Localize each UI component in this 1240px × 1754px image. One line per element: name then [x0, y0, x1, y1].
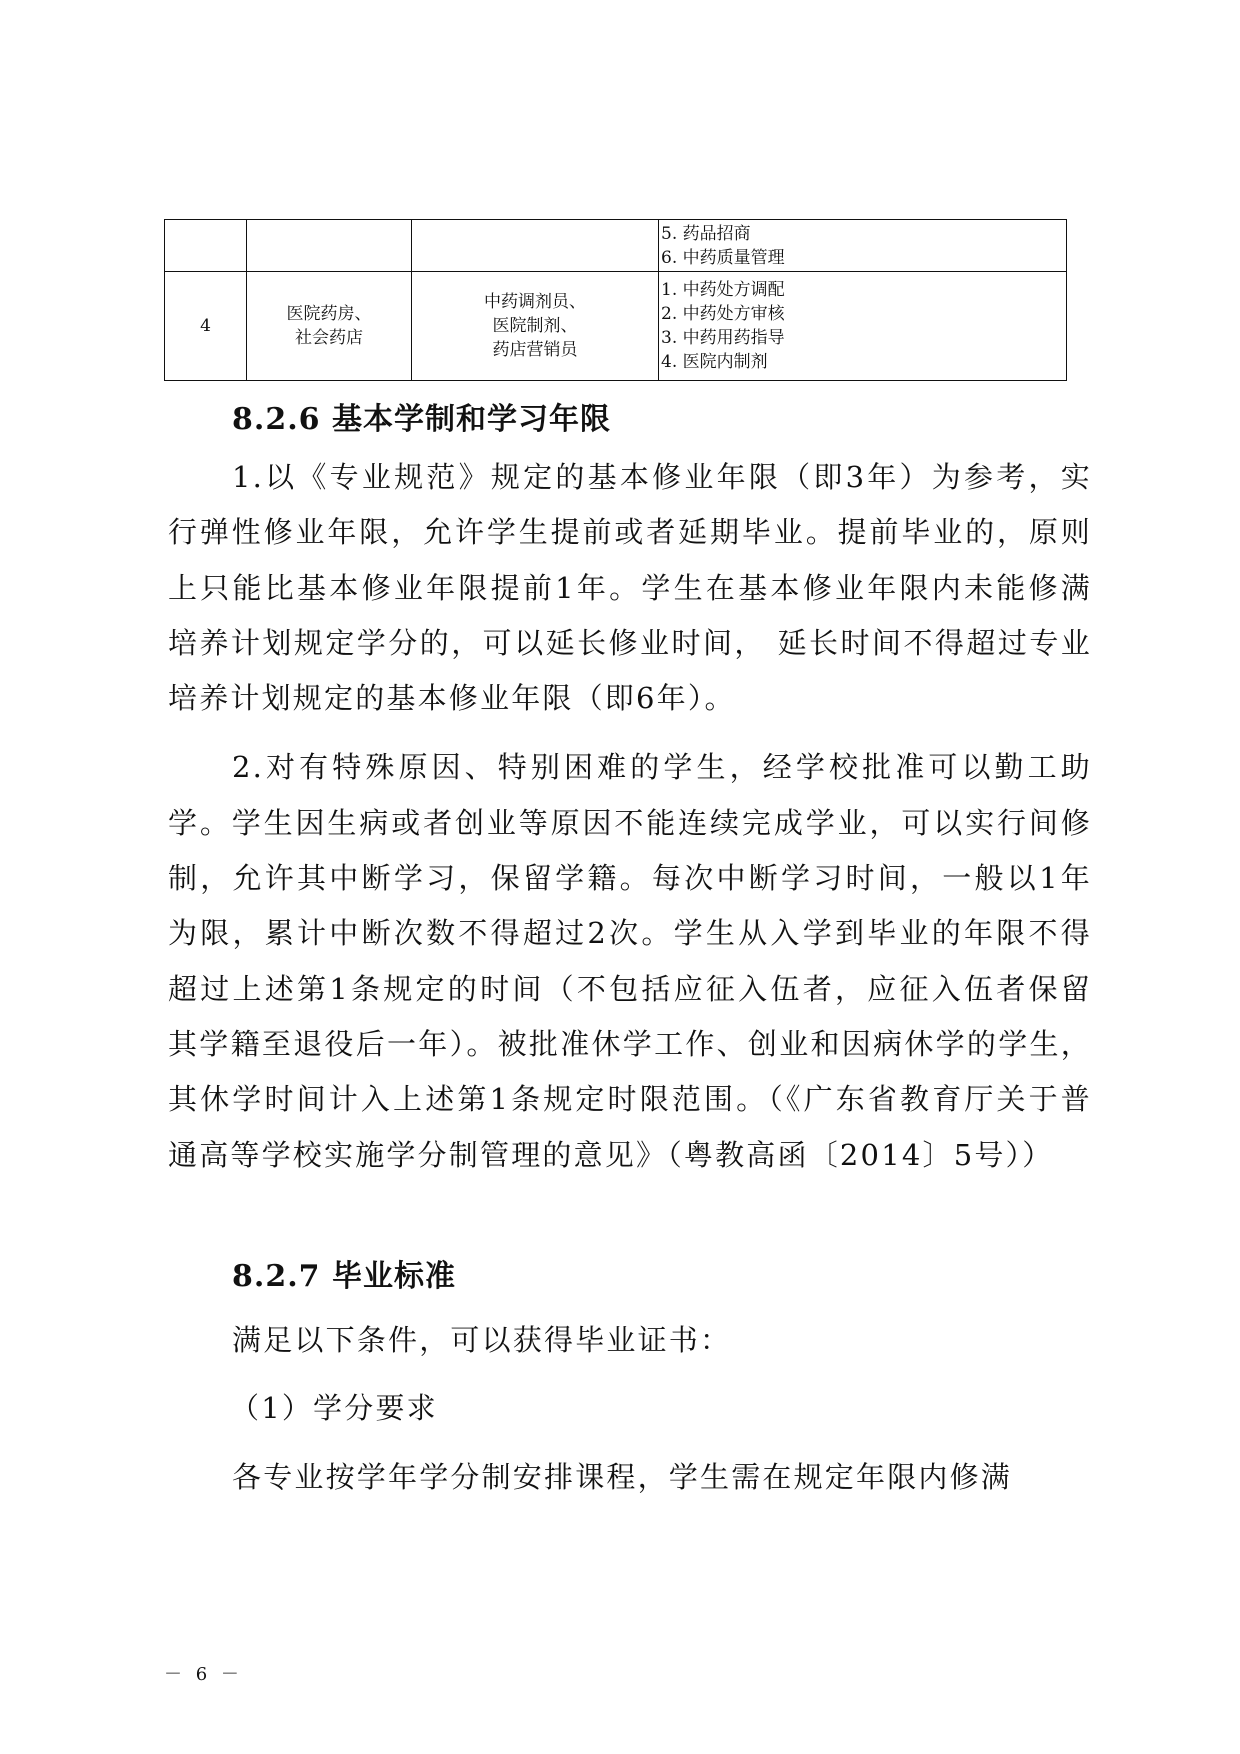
task-item: 3. 中药用药指导	[661, 328, 785, 348]
table-row	[165, 220, 1067, 272]
table-cell-workplace	[247, 272, 412, 381]
task-item: 4. 医院内制剂	[661, 352, 768, 372]
page-number: － 6 －	[164, 1664, 243, 1685]
task-item: 6. 中药质量管理	[661, 247, 785, 268]
section-heading-8-2-6: 8.2.6 基本学制和学习年限	[232, 402, 611, 437]
table-cell-tasks	[659, 220, 1067, 272]
table-cell-number	[165, 220, 247, 272]
section-heading-8-2-7: 8.2.7 毕业标准	[232, 1259, 456, 1294]
task-item: 5. 药品招商	[661, 223, 751, 244]
section-8-2-6-body	[168, 450, 1092, 1183]
paragraph-8-2-7-1: 各专业按学年学分制安排课程，学生需在规定年限内修满	[232, 1460, 1013, 1494]
table-row	[165, 272, 1067, 381]
table-cell-workplace	[247, 220, 412, 272]
table-cell-post	[412, 220, 659, 272]
post-line: 药店营销员	[492, 340, 578, 360]
task-item: 1. 中药处方调配	[661, 280, 785, 300]
post-line: 医院制剂、	[492, 316, 578, 336]
table-cell-post	[412, 272, 659, 381]
table-cell-number: 4	[165, 272, 247, 381]
graduation-intro: 满足以下条件，可以获得毕业证书：	[232, 1323, 732, 1357]
workplace-line: 社会药店	[295, 328, 363, 348]
post-line: 中药调剂员、	[484, 292, 586, 312]
paragraph-8-2-6-2: 2.对有特殊原因、特别困难的学生，经学校批准可以勤工助学。学生因生病或者创业等原因不能连续完成学业，可以实行间修制，允许其中断学习，保留学籍。每次中断学习时间，一般以1年为限，累计中断次数不得超过2次。学生从入学到毕业的年限不得超过上述第1条规定的时间（不包括应征入伍者，应征入伍者保留其学籍至退役后一年）。被批准休学工作、创业和因病休学的学生，其休学时间计入上述第1条规定时限范围。（《广东省教育厅关于普通高等学校实施学分制管理的意见》（粤教高函〔2014〕5号））	[168, 750, 1092, 1172]
paragraph-8-2-6-1: 1.以《专业规范》规定的基本修业年限（即3年）为参考，实行弹性修业年限，允许学生提前或者延期毕业。提前毕业的，原则上只能比基本修业年限提前1年。学生在基本修业年限内未能修满培养计划规定学分的，可以延长修业时间， 延长时间不得超过专业培养计划规定的基本修业年限（即6年）。	[168, 460, 1092, 716]
workplace-line: 医院药房、	[286, 304, 372, 324]
subheading-credit-requirement: （1）学分要求	[230, 1391, 438, 1425]
table-cell-tasks	[659, 272, 1067, 381]
task-item: 2. 中药处方审核	[661, 304, 785, 324]
job-roles-table	[164, 219, 1067, 381]
